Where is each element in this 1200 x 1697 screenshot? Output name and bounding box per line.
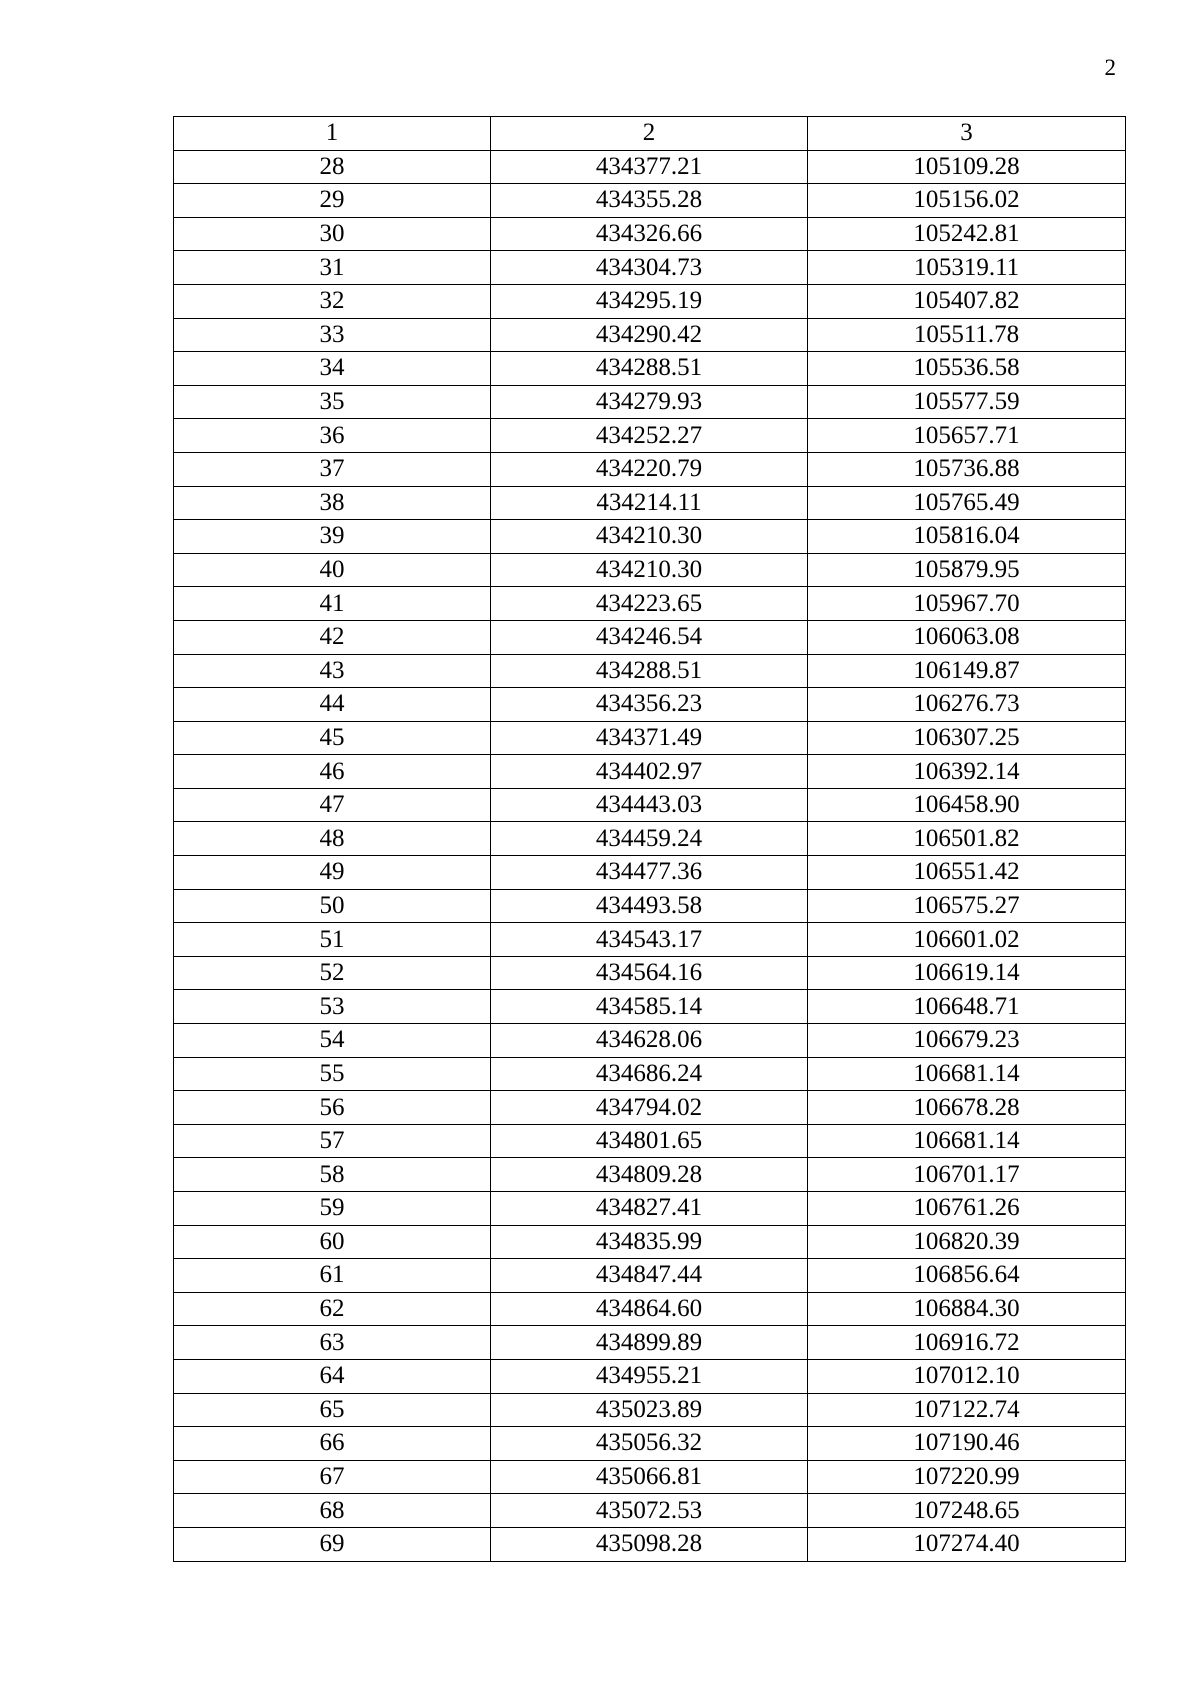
table-row	[174, 1057, 1126, 1091]
header-cell-2: 2	[491, 117, 808, 151]
y-coordinate-cell: 105156.02	[808, 184, 1126, 218]
point-number-cell: 33	[174, 318, 491, 352]
table-row	[174, 1494, 1126, 1528]
table-row	[174, 956, 1126, 990]
point-number-cell: 35	[174, 385, 491, 419]
x-coordinate-cell: 434864.60	[491, 1292, 808, 1326]
point-number-cell: 50	[174, 889, 491, 923]
y-coordinate-cell: 106681.14	[808, 1057, 1126, 1091]
point-number-cell: 28	[174, 150, 491, 184]
point-number-cell: 32	[174, 284, 491, 318]
y-coordinate-cell: 107274.40	[808, 1527, 1126, 1561]
point-number-cell: 67	[174, 1460, 491, 1494]
table-row	[174, 788, 1126, 822]
table-row	[174, 990, 1126, 1024]
x-coordinate-cell: 434356.23	[491, 688, 808, 722]
y-coordinate-cell: 106149.87	[808, 654, 1126, 688]
table-row	[174, 856, 1126, 890]
table-header-row	[174, 117, 1126, 151]
point-number-cell: 57	[174, 1124, 491, 1158]
table-row	[174, 419, 1126, 453]
y-coordinate-cell: 106276.73	[808, 688, 1126, 722]
y-coordinate-cell: 106916.72	[808, 1326, 1126, 1360]
point-number-cell: 68	[174, 1494, 491, 1528]
point-number-cell: 56	[174, 1091, 491, 1125]
x-coordinate-cell: 434459.24	[491, 822, 808, 856]
x-coordinate-cell: 434355.28	[491, 184, 808, 218]
table-row	[174, 1158, 1126, 1192]
x-coordinate-cell: 434493.58	[491, 889, 808, 923]
y-coordinate-cell: 106681.14	[808, 1124, 1126, 1158]
table-row	[174, 688, 1126, 722]
x-coordinate-cell: 434210.30	[491, 553, 808, 587]
y-coordinate-cell: 106458.90	[808, 788, 1126, 822]
table-row	[174, 587, 1126, 621]
coordinates-table	[173, 116, 1126, 1562]
x-coordinate-cell: 434223.65	[491, 587, 808, 621]
point-number-cell: 66	[174, 1427, 491, 1461]
point-number-cell: 48	[174, 822, 491, 856]
point-number-cell: 69	[174, 1527, 491, 1561]
y-coordinate-cell: 106856.64	[808, 1259, 1126, 1293]
x-coordinate-cell: 434686.24	[491, 1057, 808, 1091]
point-number-cell: 45	[174, 721, 491, 755]
y-coordinate-cell: 106501.82	[808, 822, 1126, 856]
table-row	[174, 1427, 1126, 1461]
y-coordinate-cell: 105242.81	[808, 217, 1126, 251]
table-row	[174, 1024, 1126, 1058]
x-coordinate-cell: 434304.73	[491, 251, 808, 285]
x-coordinate-cell: 434288.51	[491, 654, 808, 688]
table-row	[174, 284, 1126, 318]
x-coordinate-cell: 434288.51	[491, 352, 808, 386]
point-number-cell: 34	[174, 352, 491, 386]
point-number-cell: 41	[174, 587, 491, 621]
y-coordinate-cell: 106884.30	[808, 1292, 1126, 1326]
table-row	[174, 520, 1126, 554]
table-row	[174, 553, 1126, 587]
x-coordinate-cell: 434585.14	[491, 990, 808, 1024]
point-number-cell: 39	[174, 520, 491, 554]
y-coordinate-cell: 107220.99	[808, 1460, 1126, 1494]
point-number-cell: 63	[174, 1326, 491, 1360]
point-number-cell: 55	[174, 1057, 491, 1091]
x-coordinate-cell: 434835.99	[491, 1225, 808, 1259]
y-coordinate-cell: 106392.14	[808, 755, 1126, 789]
x-coordinate-cell: 435023.89	[491, 1393, 808, 1427]
point-number-cell: 65	[174, 1393, 491, 1427]
y-coordinate-cell: 107248.65	[808, 1494, 1126, 1528]
x-coordinate-cell: 434827.41	[491, 1192, 808, 1226]
point-number-cell: 29	[174, 184, 491, 218]
table-row	[174, 184, 1126, 218]
point-number-cell: 53	[174, 990, 491, 1024]
y-coordinate-cell: 105511.78	[808, 318, 1126, 352]
header-cell-1: 1	[174, 117, 491, 151]
point-number-cell: 44	[174, 688, 491, 722]
y-coordinate-cell: 105407.82	[808, 284, 1126, 318]
table-row	[174, 1225, 1126, 1259]
x-coordinate-cell: 434377.21	[491, 150, 808, 184]
x-coordinate-cell: 434628.06	[491, 1024, 808, 1058]
table-row	[174, 150, 1126, 184]
point-number-cell: 43	[174, 654, 491, 688]
y-coordinate-cell: 106575.27	[808, 889, 1126, 923]
table-row	[174, 1192, 1126, 1226]
point-number-cell: 64	[174, 1359, 491, 1393]
x-coordinate-cell: 434295.19	[491, 284, 808, 318]
header-cell-3: 3	[808, 117, 1126, 151]
table-row	[174, 1259, 1126, 1293]
x-coordinate-cell: 435056.32	[491, 1427, 808, 1461]
y-coordinate-cell: 105109.28	[808, 150, 1126, 184]
y-coordinate-cell: 106063.08	[808, 620, 1126, 654]
table-row	[174, 1393, 1126, 1427]
point-number-cell: 61	[174, 1259, 491, 1293]
y-coordinate-cell: 105536.58	[808, 352, 1126, 386]
point-number-cell: 58	[174, 1158, 491, 1192]
x-coordinate-cell: 434371.49	[491, 721, 808, 755]
point-number-cell: 52	[174, 956, 491, 990]
point-number-cell: 59	[174, 1192, 491, 1226]
point-number-cell: 60	[174, 1225, 491, 1259]
table-row	[174, 721, 1126, 755]
y-coordinate-cell: 106701.17	[808, 1158, 1126, 1192]
x-coordinate-cell: 434809.28	[491, 1158, 808, 1192]
point-number-cell: 62	[174, 1292, 491, 1326]
x-coordinate-cell: 434326.66	[491, 217, 808, 251]
point-number-cell: 37	[174, 452, 491, 486]
x-coordinate-cell: 434210.30	[491, 520, 808, 554]
x-coordinate-cell: 434220.79	[491, 452, 808, 486]
x-coordinate-cell: 434801.65	[491, 1124, 808, 1158]
table-row	[174, 654, 1126, 688]
y-coordinate-cell: 106307.25	[808, 721, 1126, 755]
table-row	[174, 620, 1126, 654]
table-row	[174, 889, 1126, 923]
x-coordinate-cell: 434402.97	[491, 755, 808, 789]
y-coordinate-cell: 105967.70	[808, 587, 1126, 621]
y-coordinate-cell: 105736.88	[808, 452, 1126, 486]
table-row	[174, 318, 1126, 352]
table-row	[174, 352, 1126, 386]
table-row	[174, 923, 1126, 957]
x-coordinate-cell: 434543.17	[491, 923, 808, 957]
x-coordinate-cell: 434564.16	[491, 956, 808, 990]
y-coordinate-cell: 106619.14	[808, 956, 1126, 990]
y-coordinate-cell: 106820.39	[808, 1225, 1126, 1259]
point-number-cell: 46	[174, 755, 491, 789]
point-number-cell: 51	[174, 923, 491, 957]
page-number: 2	[1104, 55, 1116, 80]
table-row	[174, 755, 1126, 789]
point-number-cell: 40	[174, 553, 491, 587]
x-coordinate-cell: 434477.36	[491, 856, 808, 890]
y-coordinate-cell: 105577.59	[808, 385, 1126, 419]
y-coordinate-cell: 106648.71	[808, 990, 1126, 1024]
point-number-cell: 36	[174, 419, 491, 453]
y-coordinate-cell: 107012.10	[808, 1359, 1126, 1393]
y-coordinate-cell: 106601.02	[808, 923, 1126, 957]
point-number-cell: 49	[174, 856, 491, 890]
x-coordinate-cell: 434290.42	[491, 318, 808, 352]
table-row	[174, 251, 1126, 285]
y-coordinate-cell: 105319.11	[808, 251, 1126, 285]
table-row	[174, 1091, 1126, 1125]
x-coordinate-cell: 434443.03	[491, 788, 808, 822]
x-coordinate-cell: 434847.44	[491, 1259, 808, 1293]
x-coordinate-cell: 434214.11	[491, 486, 808, 520]
y-coordinate-cell: 106678.28	[808, 1091, 1126, 1125]
table-row	[174, 1326, 1126, 1360]
point-number-cell: 42	[174, 620, 491, 654]
point-number-cell: 54	[174, 1024, 491, 1058]
table-row	[174, 486, 1126, 520]
x-coordinate-cell: 435066.81	[491, 1460, 808, 1494]
point-number-cell: 30	[174, 217, 491, 251]
point-number-cell: 31	[174, 251, 491, 285]
y-coordinate-cell: 106761.26	[808, 1192, 1126, 1226]
y-coordinate-cell: 105816.04	[808, 520, 1126, 554]
table-body	[174, 150, 1126, 1561]
table-row	[174, 452, 1126, 486]
x-coordinate-cell: 434252.27	[491, 419, 808, 453]
y-coordinate-cell: 107190.46	[808, 1427, 1126, 1461]
table-row	[174, 822, 1126, 856]
x-coordinate-cell: 434899.89	[491, 1326, 808, 1360]
table-row	[174, 217, 1126, 251]
x-coordinate-cell: 434246.54	[491, 620, 808, 654]
y-coordinate-cell: 107122.74	[808, 1393, 1126, 1427]
table-row	[174, 1359, 1126, 1393]
x-coordinate-cell: 435072.53	[491, 1494, 808, 1528]
point-number-cell: 47	[174, 788, 491, 822]
x-coordinate-cell: 434955.21	[491, 1359, 808, 1393]
table-row	[174, 1460, 1126, 1494]
table-row	[174, 1124, 1126, 1158]
y-coordinate-cell: 105879.95	[808, 553, 1126, 587]
table-row	[174, 385, 1126, 419]
y-coordinate-cell: 105765.49	[808, 486, 1126, 520]
x-coordinate-cell: 434279.93	[491, 385, 808, 419]
point-number-cell: 38	[174, 486, 491, 520]
y-coordinate-cell: 105657.71	[808, 419, 1126, 453]
x-coordinate-cell: 434794.02	[491, 1091, 808, 1125]
y-coordinate-cell: 106679.23	[808, 1024, 1126, 1058]
table-row	[174, 1292, 1126, 1326]
x-coordinate-cell: 435098.28	[491, 1527, 808, 1561]
table-row	[174, 1527, 1126, 1561]
y-coordinate-cell: 106551.42	[808, 856, 1126, 890]
